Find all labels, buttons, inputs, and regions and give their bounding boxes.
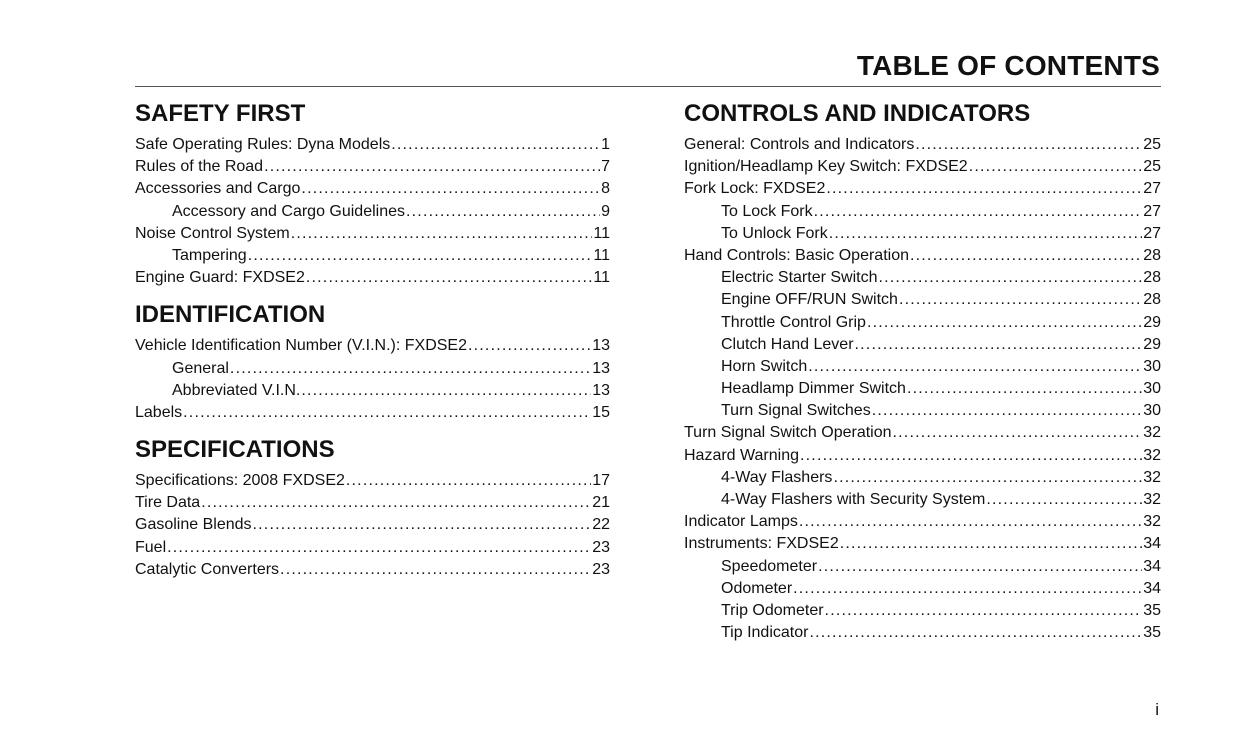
toc-entry-page: 8 (601, 180, 610, 198)
toc-entry[interactable] (135, 514, 610, 536)
toc-entry-page: 11 (593, 269, 610, 287)
dot-leader (808, 356, 1142, 378)
toc-entry-page: 32 (1143, 513, 1161, 531)
toc-entry-title: Tip Indicator (721, 624, 809, 642)
toc-entry[interactable] (135, 559, 610, 581)
dot-leader (872, 400, 1143, 422)
toc-entry-title: Gasoline Blends (135, 516, 252, 534)
toc-list (135, 470, 610, 581)
toc-subentry[interactable] (684, 578, 1161, 600)
dot-leader (201, 492, 591, 514)
toc-entry-page: 21 (592, 494, 610, 512)
toc-entry-page: 25 (1143, 158, 1161, 176)
dot-leader (468, 335, 591, 357)
toc-entry[interactable] (135, 156, 610, 178)
section-controls-and-indicators (684, 96, 1161, 644)
toc-entry-page: 13 (592, 381, 610, 399)
toc-entry-page: 28 (1143, 269, 1161, 287)
toc-entry[interactable] (684, 156, 1161, 178)
toc-entry-page: 32 (1143, 468, 1161, 486)
toc-entry[interactable] (684, 445, 1161, 467)
dot-leader (825, 600, 1143, 622)
toc-entry-title: Clutch Hand Lever (721, 335, 854, 353)
toc-entry[interactable] (135, 402, 610, 424)
toc-entry-page: 15 (592, 403, 610, 421)
dot-leader (855, 334, 1143, 356)
toc-entry-title: Headlamp Dimmer Switch (721, 380, 906, 398)
toc-entry-page: 29 (1143, 335, 1161, 353)
toc-entry[interactable] (135, 267, 610, 289)
section-heading: IDENTIFICATION (135, 301, 326, 329)
dot-leader (301, 178, 600, 200)
toc-entry[interactable] (135, 537, 610, 559)
toc-entry[interactable] (135, 134, 610, 156)
toc-entry[interactable] (684, 511, 1161, 533)
dot-leader (867, 312, 1142, 334)
dot-leader (826, 178, 1142, 200)
toc-entry-title: Rules of the Road (135, 158, 264, 176)
dot-leader (814, 201, 1143, 223)
toc-subentry[interactable] (684, 600, 1161, 622)
page-number: i (1155, 700, 1159, 719)
dot-leader (306, 267, 593, 289)
toc-subentry[interactable] (684, 378, 1161, 400)
toc-entry-page: 17 (592, 472, 610, 490)
toc-entry-page: 27 (1143, 202, 1161, 220)
toc-entry-page: 22 (592, 516, 610, 534)
section-identification (135, 297, 610, 424)
toc-entry-title: Odometer (721, 579, 793, 597)
toc-entry-title: Noise Control System (135, 224, 290, 242)
dot-leader (833, 467, 1142, 489)
dot-leader (391, 134, 600, 156)
toc-entry-title: Tire Data (135, 494, 201, 512)
toc-entry-title: Hazard Warning (684, 446, 800, 464)
toc-subentry[interactable] (684, 334, 1161, 356)
toc-entry-title: Tampering (172, 246, 247, 264)
toc-entry-page: 29 (1143, 313, 1161, 331)
toc-subentry[interactable] (684, 556, 1161, 578)
dot-leader (986, 489, 1142, 511)
dot-leader (264, 156, 600, 178)
dot-leader (818, 556, 1142, 578)
toc-entry-title: Catalytic Converters (135, 560, 280, 578)
dot-leader (253, 514, 592, 536)
section-safety-first (135, 96, 610, 289)
toc-entry[interactable] (684, 178, 1161, 200)
toc-entry-title: 4-Way Flashers with Security System (721, 491, 986, 508)
toc-entry-title: Specifications: 2008 FXDSE2 (135, 472, 345, 490)
toc-subentry[interactable] (135, 380, 610, 402)
toc-entry-page: 13 (592, 337, 610, 355)
toc-entry[interactable] (684, 422, 1161, 444)
dot-leader (910, 245, 1142, 267)
toc-entry-title: Speedometer (721, 557, 818, 575)
toc-entry-title: To Lock Fork (721, 202, 813, 220)
toc-subentry[interactable] (684, 289, 1161, 311)
dot-leader (969, 156, 1143, 178)
toc-entry-title: Turn Signal Switch Operation (684, 424, 892, 442)
toc-entry-page: 11 (593, 246, 610, 264)
dot-leader (346, 470, 591, 492)
toc-entry-title: Vehicle Identification Number (V.I.N.): FXDSE2 (135, 337, 467, 355)
toc-entry-title: Turn Signal Switches (721, 402, 871, 420)
toc-entry-title: Ignition/Headlamp Key Switch: FXDSE2 (684, 158, 968, 176)
section-specifications (135, 432, 610, 581)
toc-entry[interactable] (684, 533, 1161, 555)
toc-subentry[interactable] (684, 400, 1161, 422)
dot-leader (799, 511, 1142, 533)
toc-entry-title: Abbreviated V.I.N. (172, 381, 301, 399)
toc-entry-title: Safe Operating Rules: Dyna Models (135, 136, 391, 153)
toc-entry-page: 34 (1143, 579, 1161, 597)
toc-subentry[interactable] (135, 245, 610, 267)
dot-leader (793, 578, 1142, 600)
toc-entry-page: 11 (593, 224, 610, 242)
dot-leader (280, 559, 591, 581)
toc-entry-page: 34 (1143, 557, 1161, 575)
page-title: TABLE OF CONTENTS (856, 50, 1160, 81)
toc-subentry[interactable] (684, 201, 1161, 223)
dot-leader (915, 134, 1142, 156)
toc-entry-page: 13 (592, 359, 610, 377)
toc-entry-title: To Unlock Fork (721, 224, 828, 242)
section-heading: SPECIFICATIONS (135, 436, 335, 464)
toc-entry[interactable] (684, 245, 1161, 267)
toc-entry-title: Hand Controls: Basic Operation (684, 246, 909, 264)
toc-entry-page: 35 (1143, 601, 1161, 619)
toc-entry-page: 23 (592, 560, 610, 578)
dot-leader (893, 422, 1143, 444)
toc-entry-page: 23 (592, 538, 610, 556)
toc-entry-title: Engine Guard: FXDSE2 (135, 269, 305, 287)
toc-entry-page: 27 (1143, 224, 1161, 242)
dot-leader (183, 402, 591, 424)
toc-entry-title: Accessories and Cargo (135, 180, 301, 198)
toc-entry-title: Indicator Lamps (684, 513, 798, 531)
toc-subentry[interactable] (684, 489, 1161, 511)
dot-leader (230, 358, 591, 380)
section-heading: SAFETY FIRST (135, 100, 306, 127)
toc-subentry[interactable] (684, 312, 1161, 334)
toc-entry-page: 28 (1143, 246, 1161, 264)
toc-list (135, 134, 610, 289)
toc-entry-title: General (172, 359, 229, 377)
toc-entry-page: 30 (1143, 380, 1161, 398)
toc-entry[interactable] (135, 223, 610, 245)
dot-leader (907, 378, 1142, 400)
dot-leader (406, 201, 600, 223)
toc-entry-title: Fork Lock: FXDSE2 (684, 180, 826, 198)
toc-entry[interactable] (135, 178, 610, 200)
toc-subentry[interactable] (684, 267, 1161, 289)
dot-leader (291, 223, 593, 245)
dot-leader (167, 537, 591, 559)
toc-entry-page: 9 (601, 202, 610, 220)
toc-entry-title: Labels (135, 403, 183, 421)
toc-subentry[interactable] (684, 223, 1161, 245)
toc-entry[interactable] (684, 134, 1161, 156)
toc-entry-page: 7 (601, 158, 610, 176)
toc-entry-title: Accessory and Cargo Guidelines (172, 202, 406, 220)
toc-entry-title: Electric Starter Switch (721, 269, 878, 287)
toc-list (135, 335, 610, 424)
dot-leader (809, 622, 1142, 644)
toc-entry-title: Throttle Control Grip (721, 313, 866, 331)
toc-entry[interactable] (135, 335, 610, 357)
toc-entry[interactable] (135, 470, 610, 492)
toc-entry-title: Horn Switch (721, 357, 808, 375)
toc-entry-page: 1 (601, 136, 610, 153)
toc-entry-title: Instruments: FXDSE2 (684, 535, 839, 553)
toc-entry-page: 35 (1143, 624, 1161, 642)
toc-entry-page: 32 (1143, 424, 1161, 442)
section-heading: CONTROLS AND INDICATORS (684, 100, 1031, 127)
toc-entry-page: 30 (1143, 402, 1161, 420)
toc-entry-page: 25 (1143, 136, 1161, 153)
dot-leader (878, 267, 1142, 289)
toc-entry-title: Engine OFF/RUN Switch (721, 291, 898, 309)
toc-entry-title: General: Controls and Indicators (684, 136, 915, 153)
dot-leader (899, 289, 1142, 311)
dot-leader (829, 223, 1143, 245)
toc-entry-page: 28 (1143, 291, 1161, 309)
toc-list (684, 134, 1161, 644)
toc-subentry[interactable] (684, 622, 1161, 644)
header-divider (135, 86, 1161, 87)
toc-entry-title: 4-Way Flashers (721, 468, 833, 486)
dot-leader (840, 533, 1142, 555)
toc-subentry[interactable] (684, 356, 1161, 378)
toc-entry-title: Fuel (135, 538, 167, 556)
toc-entry-page: 30 (1143, 357, 1161, 375)
dot-leader (301, 380, 591, 402)
toc-entry-page: 32 (1143, 446, 1161, 464)
toc-entry-page: 32 (1143, 491, 1161, 508)
toc-subentry[interactable] (135, 201, 610, 223)
toc-entry-page: 27 (1143, 180, 1161, 198)
toc-subentry[interactable] (135, 358, 610, 380)
toc-entry-page: 34 (1143, 535, 1161, 553)
dot-leader (248, 245, 593, 267)
toc-entry-title: Trip Odometer (721, 601, 824, 619)
dot-leader (800, 445, 1142, 467)
toc-right-column (684, 96, 1161, 644)
toc-subentry[interactable] (684, 467, 1161, 489)
toc-entry[interactable] (135, 492, 610, 514)
toc-left-column (135, 96, 610, 581)
